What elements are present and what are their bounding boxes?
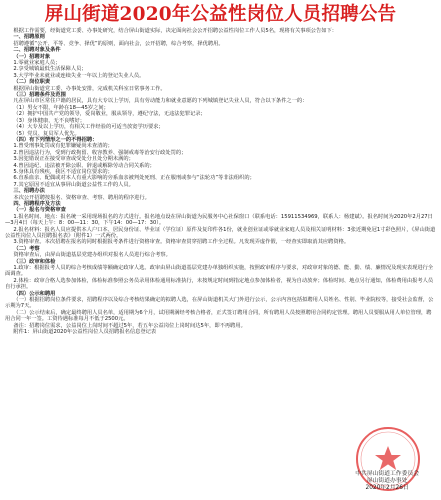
- paragraph: 2.报名材料：报名人员应提供本人户口本、居民身份证、毕业证（学位证）原件及复印件各1份，就业创业证或零就业家庭人员及相关证明材料：3张近期免冠1寸彩色照片，《屏山街道公益性岗位人员招聘报名表》（附件1）一式两份。: [5, 226, 436, 239]
- paragraph: 5.身体具有残疾，我区不适宜岗位要求的；: [13, 168, 113, 175]
- paragraph: 备注：招聘岗位需求，公益岗位上岗时间不超过5年，若五年公益岗位上岗时间达5年，即不再聘用。: [13, 322, 246, 329]
- paragraph: 根据屏山街道党工委、办事处安排，完成机关科室日常事务工作。: [13, 85, 166, 92]
- section-heading: （四）有下列情形之一的不得招聘：: [13, 136, 98, 143]
- paragraph: 凡在屏山市区常住户籍的居民，具有大专以上学历，具有劳动能力和就业意愿的下列城镇登记失业人员，符合以下条件之一的：: [13, 98, 308, 105]
- section-heading: （三）招聘条件及范围: [13, 92, 66, 99]
- paragraph: 1.报名时间、地点：报名统一采用现场报名的方式进行。报名地点设在屏山街道为民服务中心社保窗口（联系电话：15911534969，联系人：杨建斌）。报名时间为2020年2月27日—3月4日（每天上午：8：00—11：30，下午14：00—17：30）。: [5, 213, 433, 227]
- paragraph: 1.零就业家庭人员；: [13, 60, 61, 67]
- section-heading: （一）报名与资格审查: [13, 207, 66, 214]
- paragraph: 根据工作需要，经街道党工委、办事处研究，结合屏山街道实际，决定面向社会公开招聘公益性岗位工作人员5名，现将有关事项公告如下：: [13, 28, 337, 34]
- paragraph: 1.政审：根据报考人员的综合考核成绩等额确定政审人选。政审由屏山街道基层党建办单独组织实施，按照政审程序与要求，对政审对象的德、能、勤、绩、廉情况及现实表现进行全面调查。: [5, 265, 434, 278]
- section-heading: 四、招聘程序及方法: [13, 200, 61, 207]
- paragraph: 4.曾因违纪、违法被开除公职、辞退或解除劳动合同关系的；: [13, 162, 155, 169]
- paragraph: 3.资格审查。本次招聘在报名的同时根据报考条件进行资格审查。资格审查贯穿招聘工作全过程。凡发现弄虚作假，一经查实即取消其应聘资格。: [13, 239, 350, 246]
- paragraph: 招聘遵循“公开、平等、竞争、择优”的原则，面向社会，公开招聘，综合考察，择优聘用。: [13, 40, 224, 47]
- paragraph: 本次公开招聘按报名、资格审查、考察、聘用的程序进行。: [13, 194, 150, 201]
- section-heading: 二、招聘对象及条件: [13, 47, 61, 54]
- paragraph: 2.曾因违法行为，受到行政拘留、收容教养、强制戒毒等治安行政处罚的；: [13, 149, 187, 156]
- signature-org-1: 中共屏山街道工作委员会: [355, 471, 419, 477]
- paragraph: 附件1：屏山街道2020年公益性岗位人员招聘报名信息登记表: [13, 329, 157, 336]
- section-heading: （一）招聘对象: [13, 53, 51, 60]
- notice-body: [5, 28, 436, 336]
- paragraph: 资格审查后，由屏山街道基层党建办组织对报名人员进行综合考察。: [13, 252, 171, 259]
- signature-date: 2020年2月26日: [365, 485, 409, 491]
- section-heading: （四）公示和聘用: [13, 290, 56, 297]
- section-heading: （二）考察: [13, 245, 40, 252]
- section-heading: （二）岗位职责: [13, 79, 51, 86]
- paragraph: （1）男女不限，年龄在18—45岁之间；: [13, 104, 109, 111]
- section-heading: 三、招聘办法: [13, 188, 45, 195]
- paragraph: 2.享受城镇最低生活保障人员；: [13, 66, 87, 73]
- paragraph: 2.体检：政审合格人选参加体检，体检标准参照公务员录用体检通用标准执行，未按规定时间到指定地点参加体检者，视为自动放弃；体检时间、地点另行通知，体检费用由报考人员自行承担。: [5, 277, 434, 291]
- paragraph: 3.大学毕业未就业或连续失业一年以上的登记失业人员。: [13, 72, 145, 79]
- paragraph: （一）根据招聘岗位条件要求，招聘程序以及综合考核结果确定的拟聘人选，在屏山街道机关大门外进行公示，公示内容包括拟聘用人员姓名、性别、毕业院校等，接受社会监督，公示期为7天。: [5, 297, 434, 310]
- signature-org-2: 屏山街道办事处: [366, 478, 408, 484]
- paragraph: （3）身体健康，无不良嗜好；: [13, 117, 85, 124]
- paragraph: 1.曾受刑事处罚或有犯罪嫌疑尚未查清的；: [13, 143, 113, 150]
- paragraph: 6.直系血亲、配偶或对本人有重大影响的旁系血亲被判处死刑、正在服刑或参与“法轮功”等非法组织的；: [13, 175, 255, 182]
- paragraph: （4）大专及以上学历，有相关工作经验的可适当放宽学历要求；: [13, 124, 164, 131]
- signature-block: [355, 471, 419, 492]
- paragraph: 3.因犯错误正在接受审查或受处分且处分期未满的；: [13, 156, 134, 163]
- section-heading: （三）政审和体检: [13, 258, 56, 265]
- paragraph: （2）拥护中国共产党的领导，爱岗敬业，服从领导，遵纪守法，无违法犯罪记录；: [13, 111, 206, 118]
- paragraph: 7.其它原因不适宜从事屏山街道公益性工作的人员。: [13, 181, 134, 188]
- paragraph: （二）公示结束后，确定最终聘用人员名单，适用期为6个月，试用期满经考核合格者，正式签订聘用合同，所有聘用人员按照聘用合同约定管理。聘用人员要服从用人单位管理，聘用合同一年一签。工资待遇标准每月不低于2500元。: [5, 309, 432, 323]
- notice-title: 屏山街道2020年公益性岗位人员招聘公告: [44, 4, 397, 25]
- section-heading: 一、招聘原则: [13, 34, 45, 41]
- paragraph: （5）党员、复员军人优先。: [13, 130, 80, 137]
